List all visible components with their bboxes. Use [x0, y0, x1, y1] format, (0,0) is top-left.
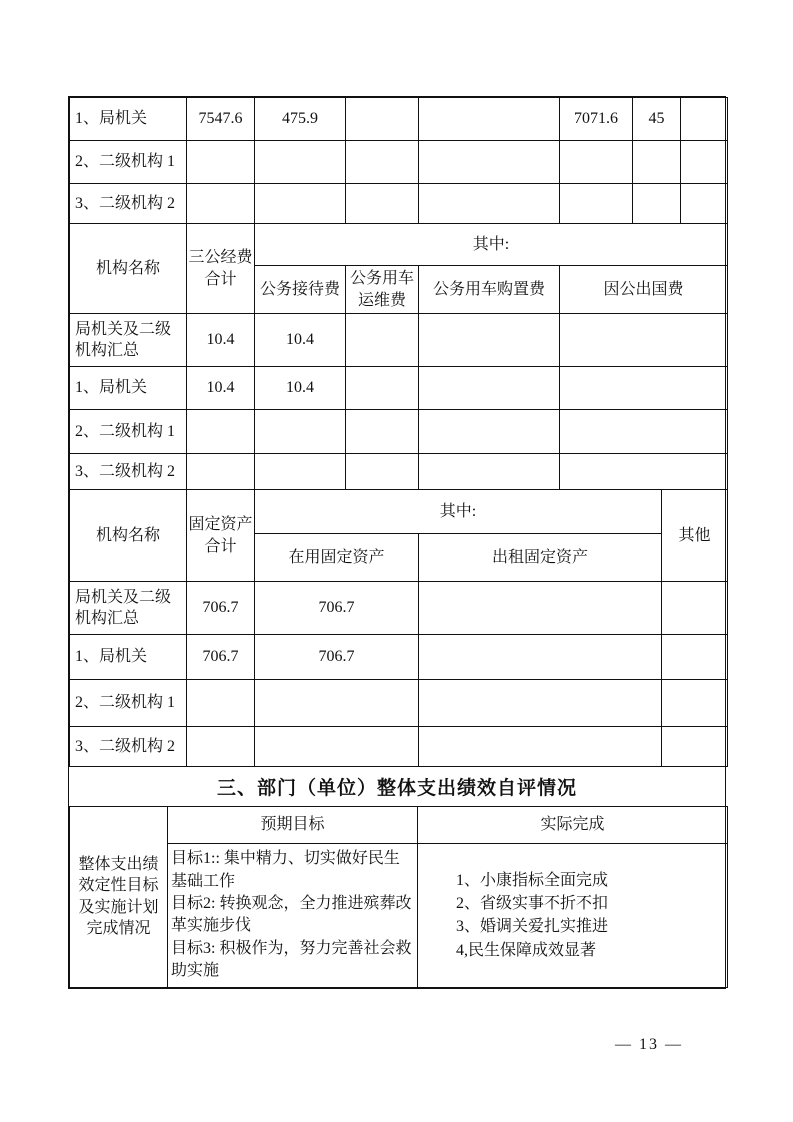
value-cell: [255, 184, 346, 224]
value-cell: [346, 367, 419, 410]
result-item: 4,民生保障成效显著: [456, 941, 597, 959]
value-cell: [419, 680, 662, 727]
org-name-cell: 2、二级机构 1: [70, 680, 187, 727]
actual-results-cell: [418, 844, 728, 987]
value-cell: [560, 184, 633, 224]
org-name-cell: 2、二级机构 1: [70, 410, 187, 454]
org-name-cell: 1、局机关: [70, 98, 187, 141]
org-name-cell: 3、二级机构 2: [70, 454, 187, 490]
value-cell: [662, 680, 728, 727]
value-cell: [255, 727, 419, 767]
assets-in-use-header: 在用固定资产: [255, 534, 419, 582]
table-header-row: [70, 807, 728, 844]
table-row: [70, 844, 728, 987]
org-name-cell: 1、局机关: [70, 635, 187, 680]
value-cell: [187, 454, 255, 490]
goal-item: 目标3: 积极作为，努力完善社会救助实施: [171, 939, 412, 980]
value-cell: 10.4: [255, 367, 346, 410]
value-cell: 475.9: [255, 98, 346, 141]
table-row: [70, 680, 728, 727]
value-cell: [662, 727, 728, 767]
value-cell: [419, 635, 662, 680]
value-cell: [419, 98, 560, 141]
value-cell: [419, 454, 560, 490]
performance-self-evaluation-table: [69, 806, 728, 987]
among-which-header: 其中:: [255, 224, 728, 266]
org-name-cell: 局机关及二级机构汇总: [70, 314, 187, 367]
value-cell: [560, 454, 728, 490]
org-name-cell: 2、二级机构 1: [70, 141, 187, 184]
value-cell: [662, 582, 728, 635]
value-cell: 706.7: [187, 582, 255, 635]
result-item: 2、省级实事不折不扣: [456, 895, 609, 913]
value-cell: [346, 314, 419, 367]
value-cell: [346, 184, 419, 224]
value-cell: [419, 410, 560, 454]
qualitative-goals-row-label: 整体支出绩效定性目标及实施计划完成情况: [70, 807, 168, 987]
among-which-header: 其中:: [255, 490, 662, 534]
value-cell: [560, 141, 633, 184]
table-row: [70, 727, 728, 767]
goal-item: 目标2: 转换观念，全力推进殡葬改革实施步伐: [171, 894, 412, 935]
table-header-row: [70, 224, 728, 266]
table-row: [70, 184, 728, 224]
value-cell: [346, 98, 419, 141]
value-cell: [419, 367, 560, 410]
value-cell: 10.4: [187, 367, 255, 410]
table-row: [70, 635, 728, 680]
value-cell: [346, 410, 419, 454]
value-cell: 10.4: [187, 314, 255, 367]
expected-goal-header: 预期目标: [168, 807, 418, 844]
value-cell: [187, 680, 255, 727]
report-tables: [68, 96, 726, 989]
value-cell: [187, 141, 255, 184]
value-cell: [419, 141, 560, 184]
fixed-assets-total-header: 固定资产合计: [187, 490, 255, 582]
value-cell: [187, 410, 255, 454]
value-cell: [560, 410, 728, 454]
assets-rented-out-header: 出租固定资产: [419, 534, 662, 582]
vehicle-purchase-header: 公务用车购置费: [419, 266, 560, 314]
value-cell: [681, 184, 728, 224]
table-row: [70, 582, 728, 635]
value-cell: 7071.6: [560, 98, 633, 141]
fixed-assets-table: [69, 489, 728, 767]
value-cell: [681, 98, 728, 141]
org-name-header: 机构名称: [70, 490, 187, 582]
value-cell: [662, 635, 728, 680]
value-cell: [419, 582, 662, 635]
value-cell: [255, 410, 346, 454]
value-cell: [419, 314, 560, 367]
section-3-title: 三、部门（单位）整体支出绩效自评情况: [69, 767, 725, 806]
value-cell: [255, 680, 419, 727]
result-item: 1、小康指标全面完成: [456, 871, 609, 889]
value-cell: [633, 141, 681, 184]
org-name-cell: 3、二级机构 2: [70, 727, 187, 767]
value-cell: [187, 184, 255, 224]
official-reception-header: 公务接待费: [255, 266, 346, 314]
value-cell: [255, 454, 346, 490]
value-cell: [681, 141, 728, 184]
value-cell: 45: [633, 98, 681, 141]
value-cell: [633, 184, 681, 224]
value-cell: [255, 141, 346, 184]
table-row: [70, 98, 728, 141]
three-public-total-header: 三公经费合计: [187, 224, 255, 314]
value-cell: [560, 367, 728, 410]
vehicle-maintenance-header: 公务用车运维费: [346, 266, 419, 314]
value-cell: 10.4: [255, 314, 346, 367]
table-row: [70, 454, 728, 490]
actual-completion-header: 实际完成: [418, 807, 728, 844]
other-header: 其他: [662, 490, 728, 582]
result-item: 3、婚调关爱扎实推进: [456, 918, 609, 936]
three-public-funds-table: [69, 223, 728, 490]
value-cell: [419, 184, 560, 224]
value-cell: 7547.6: [187, 98, 255, 141]
table-row: [70, 314, 728, 367]
table-row: [70, 410, 728, 454]
org-name-cell: 3、二级机构 2: [70, 184, 187, 224]
table-row: [70, 141, 728, 184]
overseas-trips-header: 因公出国费: [560, 266, 728, 314]
table-header-row: [70, 490, 728, 534]
goal-item: 目标1:: 集中精力、切实做好民生基础工作: [171, 850, 400, 890]
org-name-cell: 局机关及二级机构汇总: [70, 582, 187, 635]
table-row: [70, 367, 728, 410]
value-cell: [419, 727, 662, 767]
org-name-cell: 1、局机关: [70, 367, 187, 410]
value-cell: 706.7: [187, 635, 255, 680]
value-cell: 706.7: [255, 582, 419, 635]
org-name-header: 机构名称: [70, 224, 187, 314]
value-cell: [560, 314, 728, 367]
expected-goals-cell: [168, 844, 418, 987]
value-cell: [346, 141, 419, 184]
value-cell: [346, 454, 419, 490]
value-cell: 706.7: [255, 635, 419, 680]
page-number: — 13 —: [615, 1036, 683, 1053]
value-cell: [187, 727, 255, 767]
expense-summary-table: [69, 97, 728, 224]
